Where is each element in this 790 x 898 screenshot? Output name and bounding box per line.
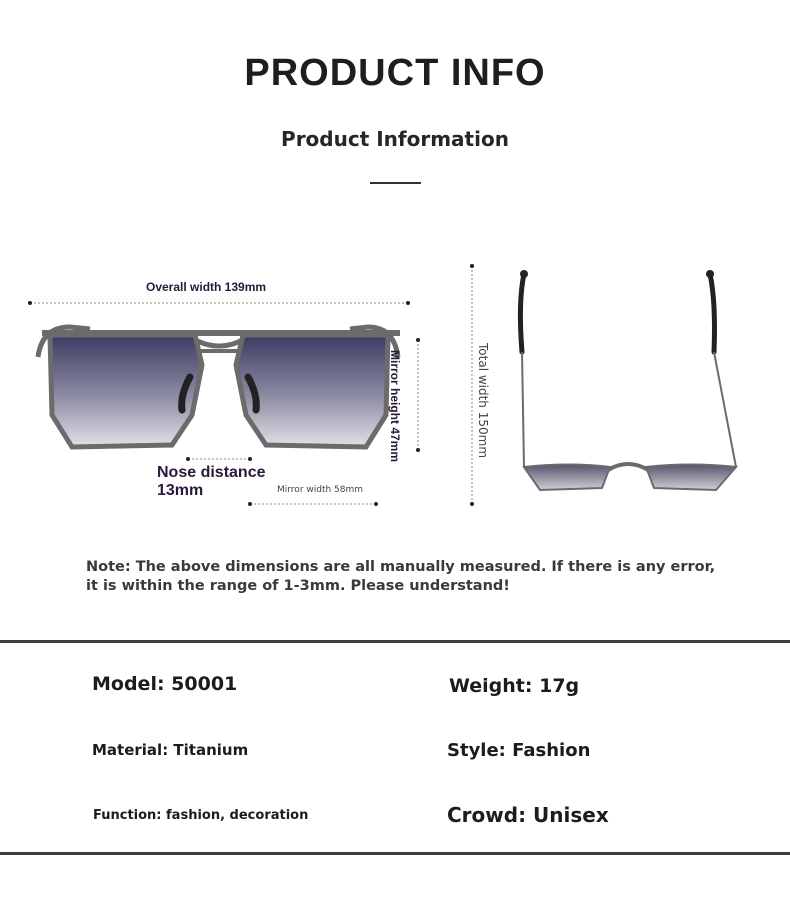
spec-weight: Weight: 17g bbox=[449, 675, 580, 697]
overall-width-label: Overall width 139mm bbox=[146, 280, 267, 294]
total-width-label: Total width 150mm bbox=[476, 343, 490, 459]
nose-distance-line1: Nose distance bbox=[157, 464, 266, 481]
specs-top-divider bbox=[0, 640, 790, 643]
spec-material: Material: Titanium bbox=[92, 741, 249, 759]
spec-model: Model: 50001 bbox=[92, 673, 238, 695]
page-subtitle: Product Information bbox=[281, 127, 509, 151]
sunglasses-top-view bbox=[510, 262, 750, 498]
spec-crowd: Crowd: Unisex bbox=[447, 803, 609, 827]
mirror-height-label: Mirror height 47mm bbox=[388, 350, 402, 463]
nose-distance-label bbox=[157, 464, 265, 500]
spec-function: Function: fashion, decoration bbox=[93, 808, 309, 823]
title-divider bbox=[370, 182, 421, 184]
spec-style: Style: Fashion bbox=[447, 740, 591, 761]
mirror-width-label: Mirror width 58mm bbox=[277, 485, 364, 495]
measurement-note: Note: The above dimensions are all manually measured. If there is any error, it is within the range of 1-3mm. Please understand! bbox=[86, 559, 716, 594]
nose-distance-line2: 13mm bbox=[157, 482, 204, 499]
page-title: PRODUCT INFO bbox=[244, 52, 546, 94]
specs-bottom-divider bbox=[0, 852, 790, 855]
